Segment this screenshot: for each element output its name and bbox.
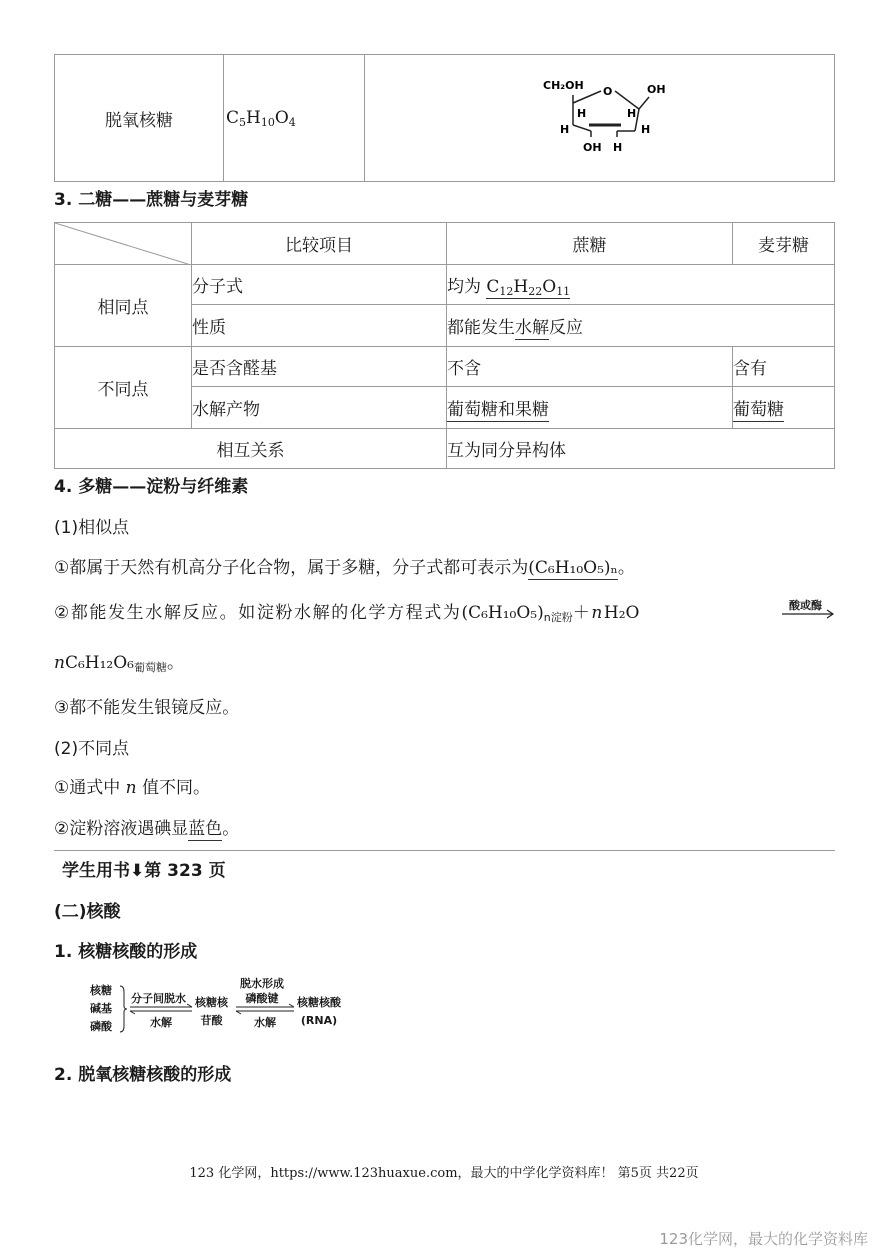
value-products-maltose: 葡萄糖 bbox=[733, 387, 835, 429]
value-relation: 互为同分异构体 bbox=[447, 429, 835, 469]
struct-h4: H bbox=[641, 123, 651, 136]
row-property: 性质 bbox=[192, 305, 447, 347]
disaccharide-table bbox=[54, 222, 835, 469]
diagram-ribose: 核糖 bbox=[90, 984, 112, 997]
similar-subtitle: (1)相似点 bbox=[54, 518, 130, 538]
group-same: 相同点 bbox=[55, 265, 192, 347]
struct-h2: H bbox=[627, 107, 637, 120]
row-products: 水解产物 bbox=[192, 387, 447, 429]
similar-point-3: ③都不能发生银镜反应。 bbox=[54, 698, 240, 718]
similar-point-2: ②都能发生水解反应。如淀粉水解的化学方程式为$(C_6H_{10}O_5)_{n淀粉}+nH_2O$ bbox=[54, 603, 640, 624]
header-maltose: 麦芽糖 bbox=[733, 223, 835, 265]
diff-subtitle: (2)不同点 bbox=[54, 739, 130, 759]
textbook-reference: 学生用书⬇第 323 页 bbox=[62, 861, 226, 881]
header-item: 比较项目 bbox=[192, 223, 447, 265]
arrow2-label-bottom: 水解 bbox=[254, 1016, 276, 1029]
value-aldehyde-maltose: 含有 bbox=[733, 347, 835, 387]
diagonal-header-cell bbox=[55, 223, 192, 265]
struct-oh-right: OH bbox=[647, 83, 666, 96]
reaction-condition: 酸或酶 bbox=[789, 599, 822, 612]
deoxyribose-formula-cell bbox=[224, 55, 365, 182]
row-relation: 相互关系 bbox=[55, 429, 447, 469]
diff-point-1: ①通式中 n 值不同。 bbox=[54, 778, 211, 798]
rna-formation-title: 1. 核糖核酸的形成 bbox=[54, 942, 198, 962]
arrow2-label-top: 脱水形成 磷酸键 bbox=[240, 977, 284, 1005]
rna-formation-diagram bbox=[88, 977, 368, 1040]
nucleic-acid-title: (二)核酸 bbox=[54, 902, 121, 922]
deoxyribose-structure-cell bbox=[365, 55, 835, 182]
watermark: 123化学网，最大的化学资料库 bbox=[659, 1230, 868, 1248]
similar-point-1: ①都属于天然有机高分子化合物，属于多糖，分子式都可表示为(C₆H₁₀O₅)ₙ。 bbox=[54, 558, 635, 578]
diagram-rna: 核糖核酸 (RNA) bbox=[297, 996, 341, 1027]
diagram-base: 碱基 bbox=[90, 1002, 112, 1015]
section-4-title: 4. 多糖——淀粉与纤维素 bbox=[54, 477, 249, 497]
deoxyribose-name: 脱氧核糖 bbox=[105, 110, 173, 131]
struct-h1: H bbox=[577, 107, 587, 120]
value-products-sucrose: 葡萄糖和果糖 bbox=[447, 387, 733, 429]
diff-point-2: ②淀粉溶液遇碘显蓝色。 bbox=[54, 819, 240, 839]
reaction-arrow bbox=[782, 597, 836, 619]
value-formula: 均为 $C_{12}H_{22}O_{11}$ bbox=[447, 265, 835, 305]
row-formula: 分子式 bbox=[192, 265, 447, 305]
arrow1-label-bottom: 水解 bbox=[150, 1016, 172, 1029]
arrow1-label-top: 分子间脱水 bbox=[131, 992, 186, 1005]
struct-oh-bottom: OH bbox=[583, 141, 602, 154]
struct-h-bottom: H bbox=[613, 141, 623, 154]
row-aldehyde: 是否含醛基 bbox=[192, 347, 447, 387]
struct-ring-o: O bbox=[603, 85, 613, 98]
deoxyribose-table bbox=[54, 54, 835, 182]
diagram-phosphate: 磷酸 bbox=[90, 1020, 112, 1033]
section-divider bbox=[54, 850, 835, 851]
value-property: 都能发生水解反应 bbox=[447, 305, 835, 347]
deoxyribose-formula: $C_5H_{10}O_4$ bbox=[226, 107, 296, 129]
dna-formation-title: 2. 脱氧核糖核酸的形成 bbox=[54, 1065, 232, 1085]
down-arrow-icon: ⬇ bbox=[130, 861, 145, 881]
group-diff: 不同点 bbox=[55, 347, 192, 429]
reaction-product: $nC_6H_{12}O_6_{葡萄糖}$。 bbox=[54, 653, 184, 674]
struct-h3: H bbox=[560, 123, 570, 136]
header-sucrose: 蔗糖 bbox=[447, 223, 733, 265]
deoxyribose-structure bbox=[543, 75, 673, 161]
diagram-nucleotide: 核糖核 苷酸 bbox=[195, 996, 228, 1027]
value-aldehyde-sucrose: 不含 bbox=[447, 347, 733, 387]
deoxyribose-name-cell bbox=[55, 55, 224, 182]
struct-ch2oh: CH₂OH bbox=[543, 79, 584, 92]
section-3-title: 3. 二糖——蔗糖与麦芽糖 bbox=[54, 190, 249, 210]
page-footer: 123 化学网，https://www.123huaxue.com，最大的中学化学资料库！ 第5页 共22页 bbox=[189, 1166, 699, 1181]
